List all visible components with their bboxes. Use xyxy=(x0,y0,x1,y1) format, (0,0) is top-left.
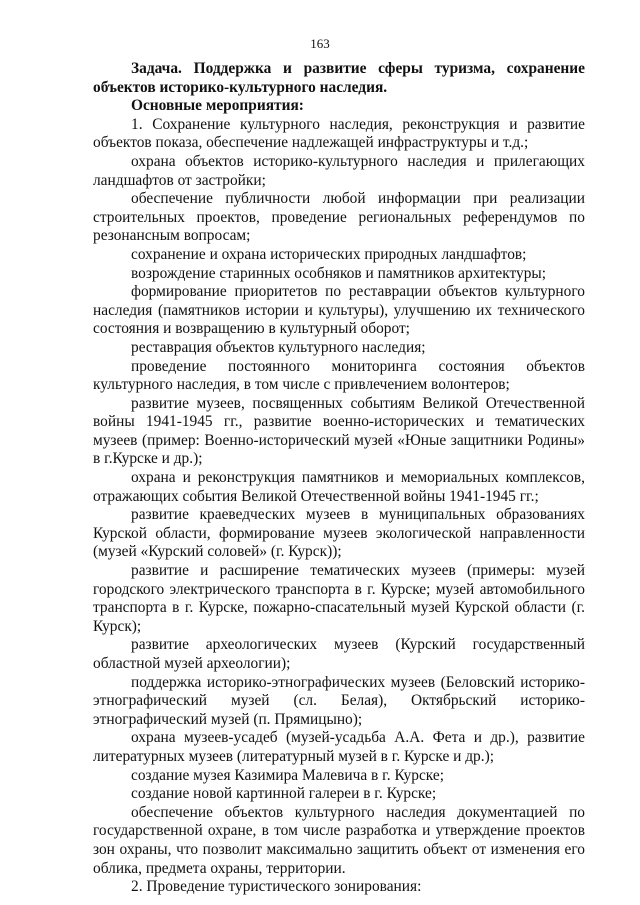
paragraph: возрождение старинных особняков и памятников архитектуры; xyxy=(131,264,547,282)
paragraph: поддержка историко-этнографических музеев (Беловский историко-этнографический музей (сл. Белая), Октябрьский историко-этнографический музей (п. Прямицыно); xyxy=(93,673,585,728)
paragraph: обеспечение объектов культурного наследия документацией по государственной охране, в том числе разработка и утверждение проектов зон охраны, что позволит максимально защитить объект от изменения его облика, предмета охраны, территории. xyxy=(93,803,585,877)
task-heading: Задача. Поддержка и развитие сферы туризма, сохранение объектов историко-культурного наследия. xyxy=(93,60,585,96)
paragraph: сохранение и охрана исторических природных ландшафтов; xyxy=(131,245,527,263)
paragraph: охрана и реконструкция памятников и мемориальных комплексов, отражающих события Великой Отечественной войны 1941-1945 гг.; xyxy=(93,469,585,505)
page-number: 163 xyxy=(310,36,330,51)
paragraph: охрана объектов историко-культурного наследия и прилегающих ландшафтов от застройки; xyxy=(93,152,585,189)
paragraph: обеспечение публичности любой информации при реализации строительных проектов, проведение региональных референдумов по резонансным вопросам; xyxy=(93,190,585,245)
document-body xyxy=(93,60,585,897)
paragraph: развитие и расширение тематических музеев (примеры: музей городского электрического транспорта в г. Курске; музей автомобильного транспорта в г. Курске, пожарно-спасательный музей Курской области (г. Курск); xyxy=(93,562,585,635)
paragraph: создание новой картинной галереи в г. Курске; xyxy=(131,785,437,803)
paragraph: развитие краеведческих музеев в муниципальных образованиях Курской области, формирование музеев экологической направленности (музей «Курский соловей» (г. Курск)); xyxy=(93,506,585,561)
paragraph: 1. Сохранение культурного наследия, реконструкция и развитие объектов показа, обеспечение надлежащей инфраструктуры и т.д.; xyxy=(93,115,585,152)
paragraph: создание музея Казимира Малевича в г. Курске; xyxy=(131,766,444,784)
paragraph: 2. Проведение туристического зонирования: xyxy=(131,878,422,896)
paragraph: реставрация объектов культурного наследия; xyxy=(131,338,426,356)
paragraph: охрана музеев-усадеб (музей-усадьба А.А. Фета и др.), развитие литературных музеев (литературный музей в г. Курске и др.); xyxy=(93,729,585,765)
paragraph: развитие археологических музеев (Курский государственный областной музей археологии); xyxy=(93,636,585,672)
paragraph-list xyxy=(93,116,585,897)
paragraph: проведение постоянного мониторинга состояния объектов культурного наследия, в том числе с привлечением волонтеров; xyxy=(93,357,585,394)
paragraph: развитие музеев, посвященных событиям Великой Отечественной войны 1941-1945 гг., развитие военно-исторических и тематических музеев (пример: Военно-исторический музей «Юные защитники Родины» в г.Курске и др.); xyxy=(93,394,585,468)
measures-heading: Основные мероприятия: xyxy=(131,97,304,115)
paragraph: формирование приоритетов по реставрации объектов культурного наследия (памятников истории и культуры), улучшению их технического состояния и возвращению в культурный оборот; xyxy=(93,283,585,338)
